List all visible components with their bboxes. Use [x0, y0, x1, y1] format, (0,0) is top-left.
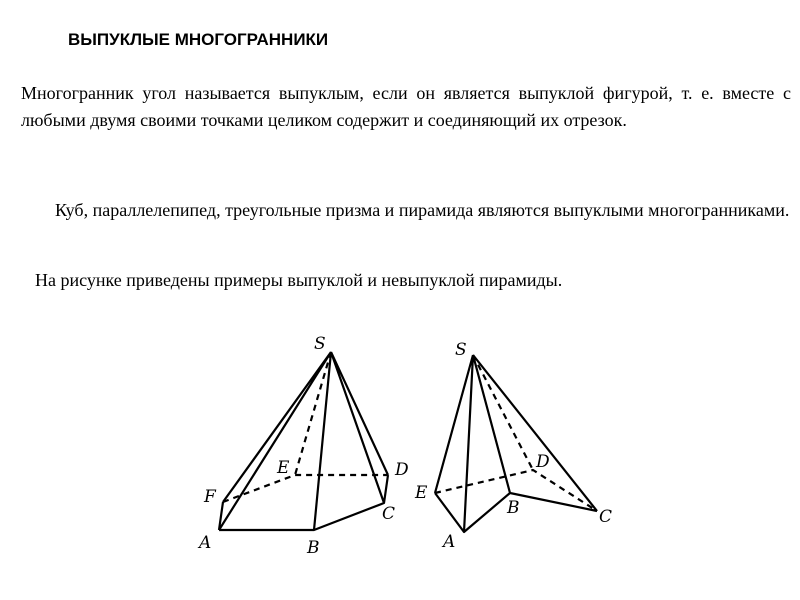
label-E: E — [415, 483, 428, 503]
label-D: D — [395, 460, 409, 480]
convex-pyramid — [219, 352, 388, 530]
label-E: E — [277, 458, 290, 478]
convex-solid-edges — [219, 352, 388, 530]
nonconvex-hidden-edges — [435, 355, 597, 511]
label-A: A — [443, 532, 456, 552]
label-D: D — [536, 452, 550, 472]
label-B: B — [507, 498, 520, 518]
label-C: C — [382, 504, 396, 524]
label-S: S — [314, 334, 326, 354]
label-A: A — [199, 533, 212, 553]
definition-paragraph: Многогранник угол называется выпуклым, если он является выпуклой фигурой, т. е. вместе с любыми двумя своими точками целиком содержит и соединяющий их отрезок. — [21, 83, 791, 130]
convex-hidden-edges — [223, 352, 388, 502]
label-C: C — [599, 507, 613, 527]
slide-title: ВЫПУКЛЫЕ МНОГОГРАННИКИ — [68, 30, 329, 49]
examples-paragraph: Куб, параллелепипед, треугольные призма и пирамида являются выпуклыми многогранниками. — [55, 200, 790, 220]
label-S: S — [455, 340, 467, 360]
label-B: B — [307, 538, 320, 558]
figure-caption: На рисунке приведены примеры выпуклой и невыпуклой пирамиды. — [35, 270, 563, 290]
label-F: F — [204, 487, 216, 507]
